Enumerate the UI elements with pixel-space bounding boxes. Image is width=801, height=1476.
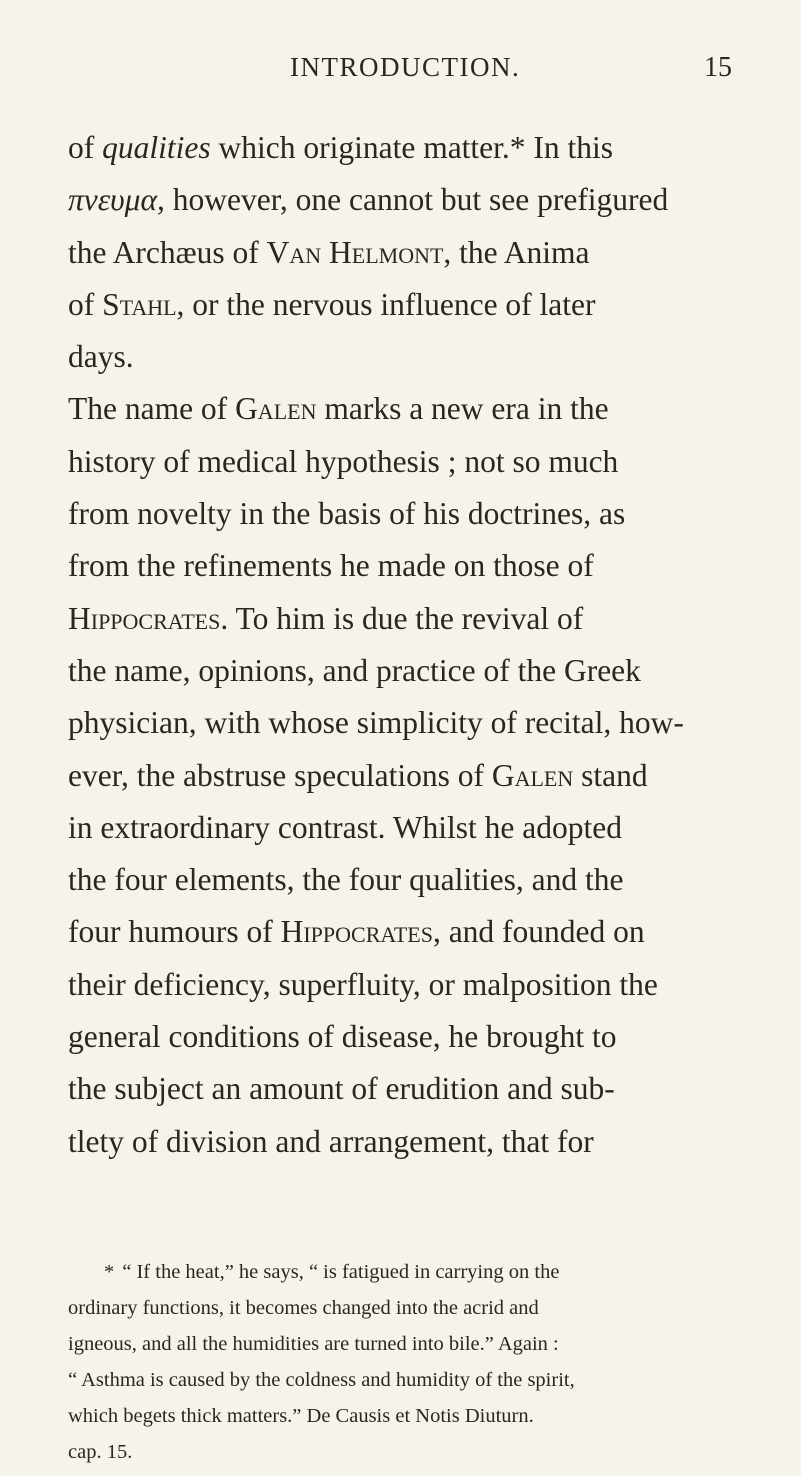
text-line: Hippocrates. To him is due the revival of	[68, 600, 584, 636]
text-line: days.	[68, 339, 134, 375]
footnote-line: cap. 15.	[68, 1441, 133, 1463]
footnote-line: “ Asthma is caused by the coldness and humidity of the spirit,	[68, 1369, 575, 1391]
text-line: ever, the abstruse speculations of Galen stand	[68, 757, 648, 793]
text-line: of Stahl, or the nervous influence of later	[68, 286, 596, 322]
text-line: πνευμα, however, one cannot but see prefigured	[68, 182, 669, 218]
text-line: history of medical hypothesis ; not so much	[68, 443, 619, 479]
text-line: the name, opinions, and practice of the Greek	[68, 652, 641, 688]
running-title: INTRODUCTION.	[290, 52, 521, 82]
footnote-line: igneous, and all the humidities are turned into bile.” Again :	[68, 1333, 559, 1355]
text-line: the Archæus of Van Helmont, the Anima	[68, 234, 590, 270]
text-line: from novelty in the basis of his doctrines, as	[68, 496, 626, 532]
page-number: 15	[704, 52, 732, 83]
footnote-line: ordinary functions, it becomes changed into the acrid and	[68, 1297, 539, 1319]
text-line: from the refinements he made on those of	[68, 548, 594, 584]
text-line: of qualities which originate matter.* In this	[68, 130, 614, 165]
footnote-line: which begets thick matters.” De Causis et Notis Diuturn.	[68, 1405, 534, 1427]
text-line: their deficiency, superfluity, or malposition the	[68, 966, 658, 1002]
footnote-line: * “ If the heat,” he says, “ is fatigued in carrying on the	[104, 1261, 560, 1283]
text-line: tlety of division and arrangement, that for	[68, 1123, 594, 1159]
text-line: four humours of Hippocrates, and founded on	[68, 914, 645, 950]
footnote-marker: *	[104, 1261, 115, 1283]
text-line: The name of Galen marks a new era in the	[68, 391, 609, 427]
text-line: in extraordinary contrast. Whilst he adopted	[68, 809, 623, 845]
text-line: the subject an amount of erudition and sub-	[68, 1071, 615, 1107]
text-line: general conditions of disease, he brought to	[68, 1019, 617, 1055]
text-line: the four elements, the four qualities, and the	[68, 862, 624, 898]
page-header	[0, 52, 801, 92]
text-line: physician, with whose simplicity of recital, how-	[68, 705, 684, 741]
footnote	[68, 1254, 740, 1470]
main-text	[68, 122, 740, 1168]
